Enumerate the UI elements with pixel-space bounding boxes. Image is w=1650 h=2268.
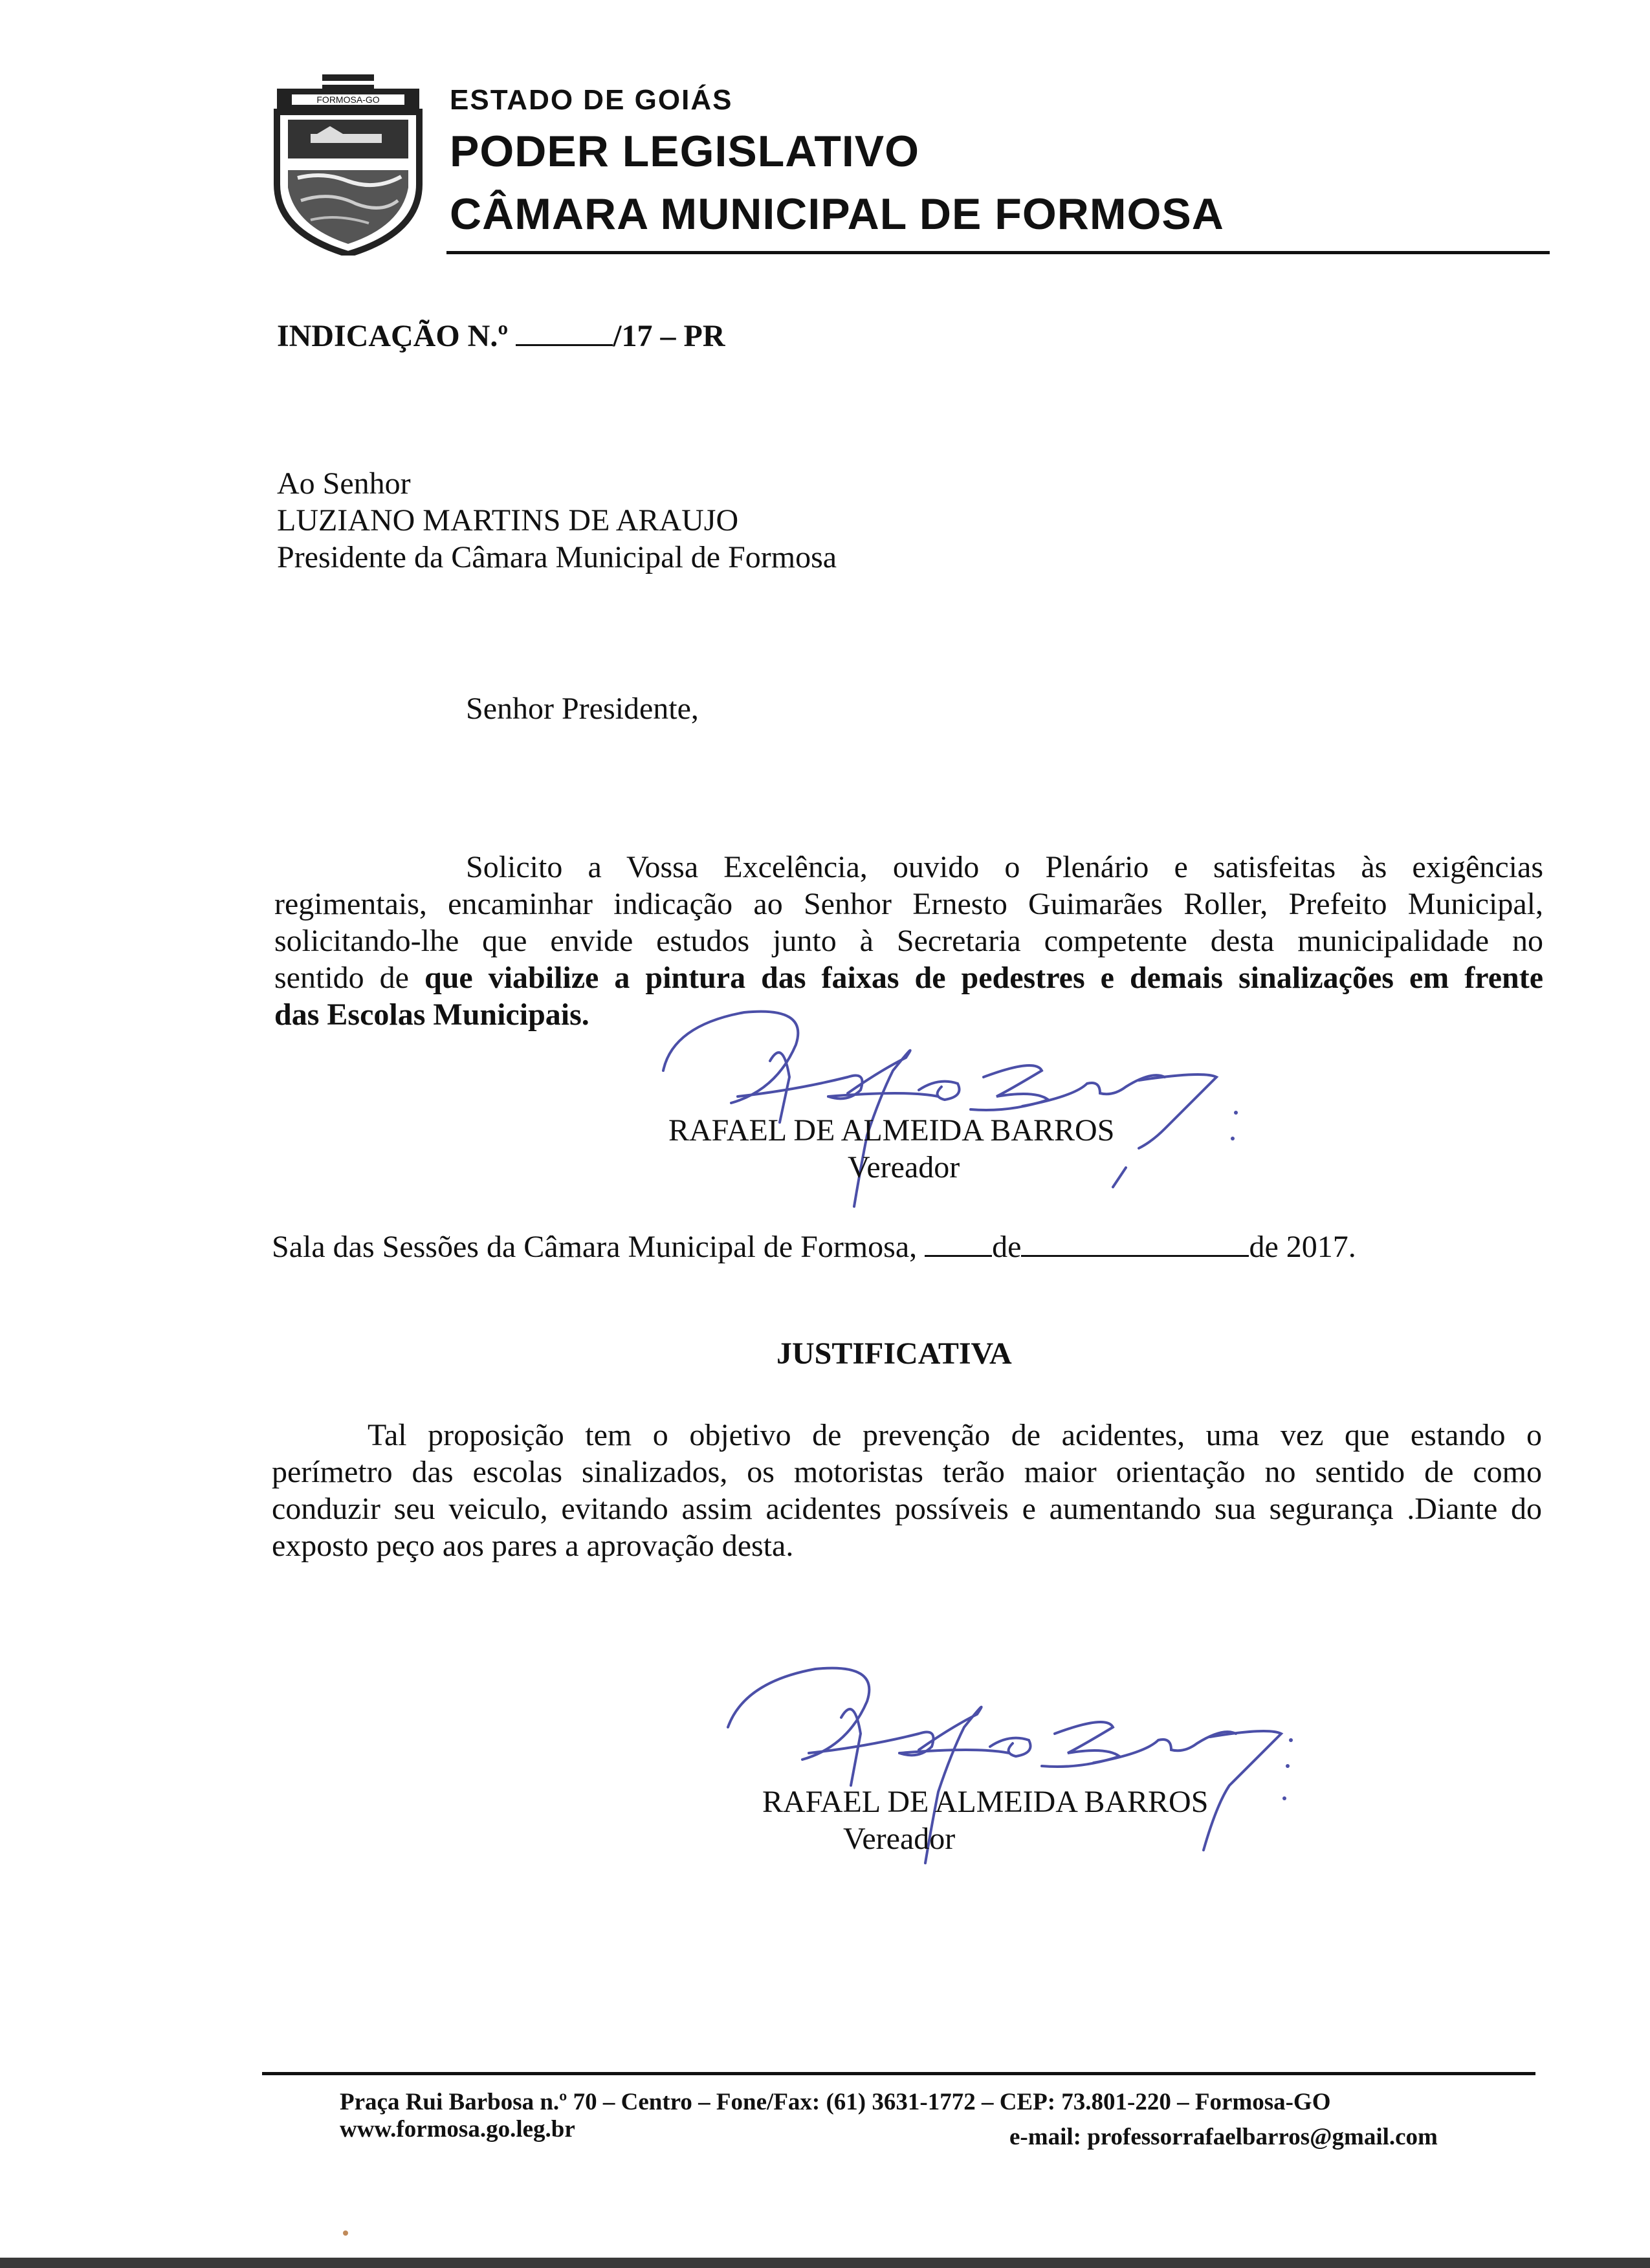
indication-prefix: INDICAÇÃO N.º bbox=[277, 319, 509, 353]
indication-suffix: /17 – PR bbox=[613, 319, 725, 353]
footer-email[interactable]: e-mail: professorrafaelbarros@gmail.com bbox=[1009, 2124, 1438, 2150]
scan-speck bbox=[343, 2230, 348, 2236]
svg-text:FORMOSA-GO: FORMOSA-GO bbox=[316, 94, 380, 105]
scan-bottom-edge bbox=[0, 2258, 1650, 2268]
body-first-line bbox=[466, 849, 1543, 886]
justification-title: JUSTIFICATIVA bbox=[776, 1336, 1012, 1371]
recipient-salutation: Ao Senhor bbox=[277, 466, 411, 501]
signature-2-handwritten bbox=[712, 1656, 1333, 1902]
justification-line-4: exposto peço aos pares a aprovação desta. bbox=[272, 1529, 794, 1563]
signature-2-role: Vereador bbox=[843, 1822, 956, 1856]
session-prefix: Sala das Sessões da Câmara Municipal de Formosa, bbox=[272, 1230, 918, 1264]
recipient-name: LUZIANO MARTINS DE ARAUJO bbox=[277, 503, 739, 538]
header-divider bbox=[446, 251, 1550, 254]
body-line-1: Solicito a Vossa Excelência, ouvido o Plenário e satisfeitas às exigências bbox=[466, 850, 1543, 884]
justification-line-3: conduzir seu veiculo, evitando assim acidentes possíveis e aumentando sua segurança .Diante do bbox=[272, 1492, 1542, 1526]
indication-number bbox=[277, 318, 725, 354]
signature-1-name: RAFAEL DE ALMEIDA BARROS bbox=[668, 1113, 1115, 1148]
footer-address: Praça Rui Barbosa n.º 70 – Centro – Fone/Fax: (61) 3631-1772 – CEP: 73.801-220 – Formosa-GO bbox=[340, 2089, 1331, 2115]
body-line-4 bbox=[274, 959, 1543, 996]
session-de: de bbox=[992, 1230, 1022, 1264]
body-line-4-bold: que viabilize a pintura das faixas de pedestres e demais sinalizações em frente bbox=[424, 961, 1543, 995]
session-year: de 2017. bbox=[1249, 1230, 1356, 1264]
municipal-crest-logo bbox=[272, 74, 424, 256]
session-day-blank bbox=[925, 1232, 992, 1257]
greeting: Senhor Presidente, bbox=[466, 692, 699, 726]
signature-1-role: Vereador bbox=[848, 1150, 960, 1184]
justification-first-line bbox=[368, 1417, 1542, 1454]
body-line-2: regimentais, encaminhar indicação ao Senhor Ernesto Guimarães Roller, Prefeito Municipal, bbox=[274, 887, 1543, 921]
justification-paragraph bbox=[272, 1454, 1542, 1564]
indication-blank-field bbox=[516, 321, 613, 346]
header-state: ESTADO DE GOIÁS bbox=[450, 84, 733, 116]
body-line-4-normal: sentido de bbox=[274, 961, 424, 995]
header-power: PODER LEGISLATIVO bbox=[450, 127, 920, 176]
session-line bbox=[272, 1229, 1356, 1265]
justification-line-1: Tal proposição tem o objetivo de prevenção de acidentes, uma vez que estando o bbox=[368, 1418, 1542, 1452]
body-line-3: solicitando-lhe que envide estudos junto à Secretaria competente desta municipalidade no bbox=[274, 924, 1543, 958]
footer-divider bbox=[262, 2072, 1535, 2075]
header-chamber: CÂMARA MUNICIPAL DE FORMOSA bbox=[450, 190, 1224, 239]
session-month-blank bbox=[1021, 1232, 1249, 1257]
body-line-5-bold: das Escolas Municipais. bbox=[274, 998, 589, 1032]
signature-2-name: RAFAEL DE ALMEIDA BARROS bbox=[762, 1785, 1209, 1819]
recipient-title: Presidente da Câmara Municipal de Formosa bbox=[277, 540, 837, 574]
footer-website[interactable]: www.formosa.go.leg.br bbox=[340, 2116, 575, 2143]
justification-line-2: perímetro das escolas sinalizados, os motoristas terão maior orientação no sentido de como bbox=[272, 1455, 1542, 1489]
